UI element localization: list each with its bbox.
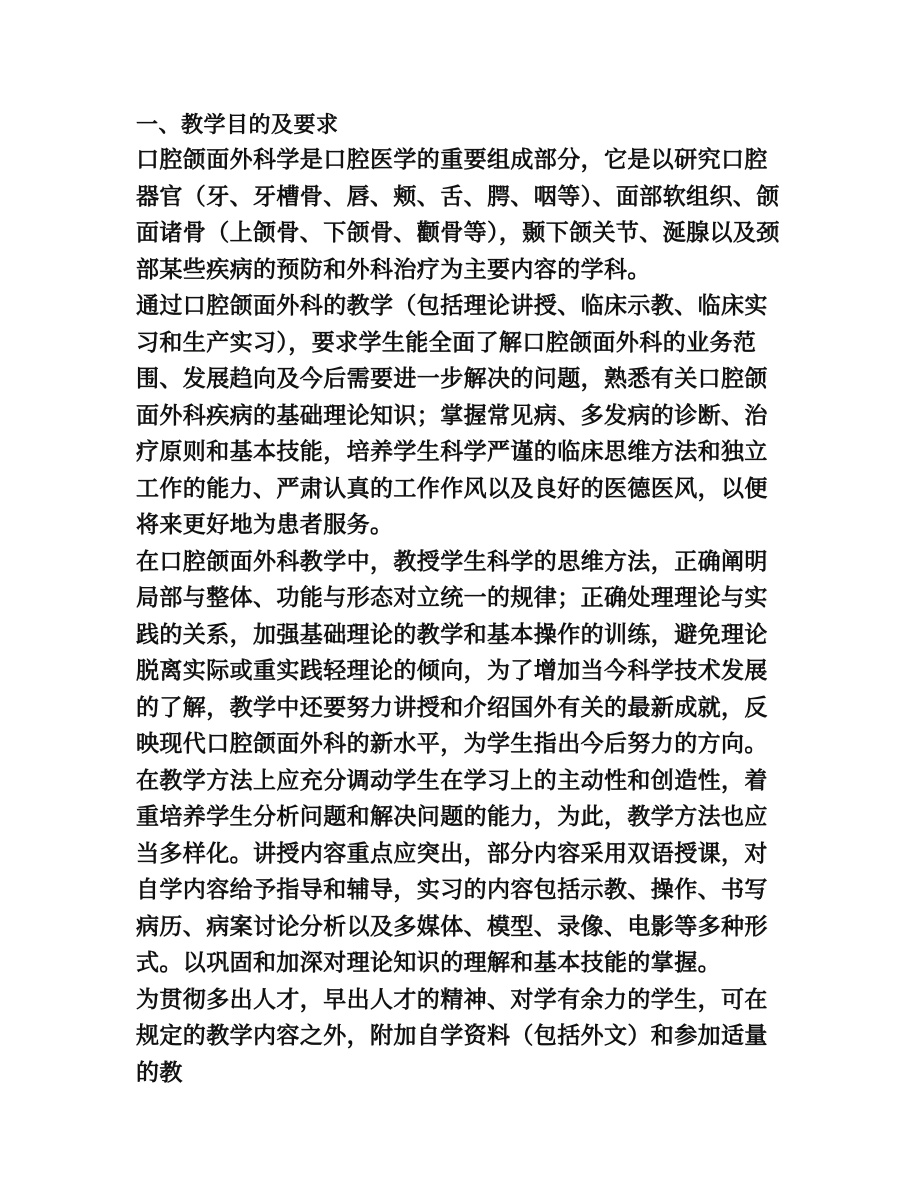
document-body [136,110,786,1091]
paragraph-definition: 口腔颌面外科学是口腔医学的重要组成部分，它是以研究口腔器官（牙、牙槽骨、唇、颊、舌、腭、咽等）、面部软组织、颌面诸骨（上颌骨、下颌骨、颧骨等），颞下颌关节、涎腺以及颈部某些疾病的预防和外科治疗为主要内容的学科。 [136,147,780,283]
paragraph-extra-study: 为贯彻多出人才，早出人才的精神、对学有余力的学生，可在规定的教学内容之外，附加自学资料（包括外文）和参加适量的教 [136,986,768,1086]
paragraph-teaching-methods: 在教学方法上应充分调动学生在学习上的主动性和创造性，着重培养学生分析问题和解决问题的能力，为此，教学方法也应当多样化。讲授内容重点应突出，部分内容采用双语授课，对自学内容给予指导和辅导，实习的内容包括示教、操作、书写病历、病案讨论分析以及多媒体、模型、录像、电影等多种形式。以巩固和加深对理论知识的理解和基本技能的掌握。 [136,767,768,976]
paragraph-teaching-principles: 在口腔颌面外科教学中，教授学生科学的思维方法，正确阐明局部与整体、功能与形态对立统一的规律；正确处理理论与实践的关系，加强基础理论的教学和基本操作的训练，避免理论脱离实际或重实践轻理论的倾向，为了增加当今科学技术发展的了解，教学中还要努力讲授和介绍国外有关的最新成就，反映现代口腔颌面外科的新水平，为学生指出今后努力的方向。 [136,548,768,757]
paragraph-teaching-goals: 通过口腔颌面外科的教学（包括理论讲授、临床示教、临床实习和生产实习），要求学生能全面了解口腔颌面外科的业务范围、发展趋向及今后需要进一步解决的问题，熟悉有关口腔颌面外科疾病的基础理论知识；掌握常见病、多发病的诊断、治疗原则和基本技能，培养学生科学严谨的临床思维方法和独立工作的能力、严肃认真的工作作风以及良好的医德医风，以便将来更好地为患者服务。 [136,293,768,538]
section-heading: 一、教学目的及要求 [136,113,339,138]
